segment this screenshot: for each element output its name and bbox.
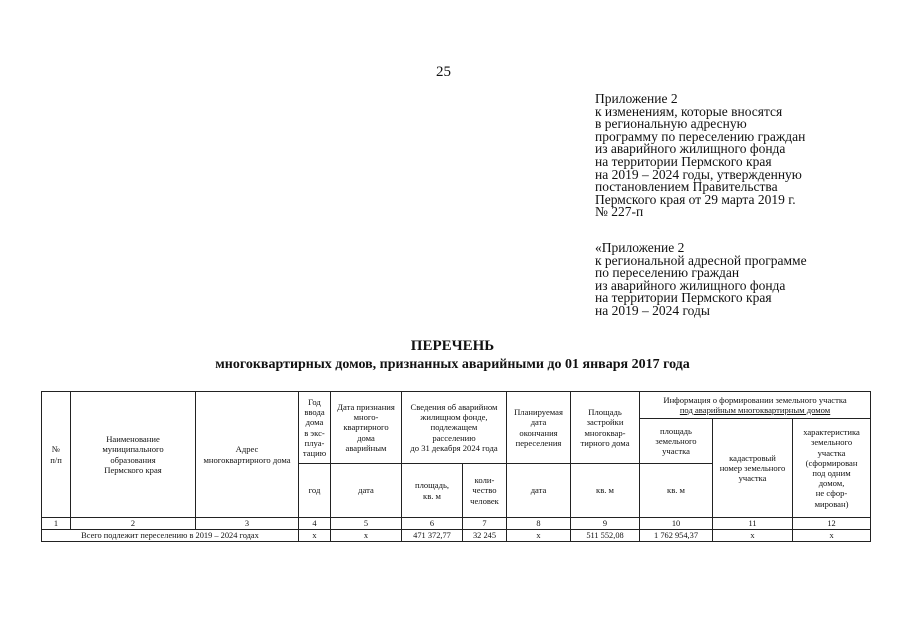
header-land-area	[640, 419, 713, 464]
header-text: дата	[530, 417, 547, 428]
header-land-char	[793, 419, 871, 518]
header-unit-sqm2: кв. м	[640, 464, 713, 518]
document-title: ПЕРЕЧЕНЬ	[410, 338, 495, 354]
appendix-program-block	[595, 242, 807, 318]
header-text: застройки	[586, 417, 624, 428]
header-text: окончания	[519, 427, 558, 438]
table-total-row	[42, 530, 871, 542]
total-cell: 32 245	[463, 530, 507, 542]
header-year-commission	[299, 392, 331, 464]
appendix-line: из аварийного жилищного фонда	[595, 141, 786, 157]
header-text: Дата признания	[337, 401, 395, 412]
header-unit-people	[463, 464, 507, 518]
header-text: плуа-	[304, 437, 325, 448]
appendix-line: к региональной адресной программе	[595, 252, 807, 268]
header-text: человек	[470, 495, 499, 506]
header-text: Информация о формировании земельного участка	[663, 394, 847, 405]
header-date-emergency	[331, 392, 402, 464]
appendix-line: программу по переселению граждан	[595, 128, 806, 144]
header-text: муниципального	[102, 444, 164, 455]
header-unit-date2: дата	[507, 464, 571, 518]
appendix-amendment-block	[595, 93, 805, 219]
table-header-row	[42, 392, 871, 419]
header-land-info	[640, 392, 871, 419]
header-text: площадь	[660, 425, 692, 436]
column-number: 4	[299, 518, 331, 530]
header-text: земельного	[810, 437, 853, 448]
header-text: не сфор-	[815, 488, 848, 499]
header-text: дома	[305, 417, 324, 428]
header-text: земельного	[655, 435, 697, 446]
header-unit-area	[402, 464, 463, 518]
header-text: кадастровый	[729, 452, 776, 463]
header-text: участка	[817, 447, 846, 458]
header-text: номер земельного	[719, 462, 786, 473]
total-cell: х	[713, 530, 793, 542]
header-unit-sqm: кв. м	[571, 464, 640, 518]
header-text: домом,	[818, 478, 845, 489]
appendix-line: Приложение 2	[595, 91, 678, 106]
header-text: чество	[472, 485, 497, 496]
header-text: Год	[308, 396, 321, 407]
appendix-line: в региональную адресную	[595, 116, 747, 132]
header-text: участка	[662, 446, 690, 457]
header-text: площадь,	[414, 480, 450, 491]
emergency-houses-table	[41, 391, 871, 542]
header-text: в экс-	[304, 427, 325, 438]
appendix-line: на территории Пермского края	[595, 290, 772, 306]
appendix-line: по переселению граждан	[595, 265, 740, 281]
column-number: 1	[42, 518, 71, 530]
header-text: Адрес	[235, 444, 259, 455]
column-number: 2	[71, 518, 196, 530]
column-number: 9	[571, 518, 640, 530]
header-text: много-	[353, 412, 379, 423]
header-text: коли-	[474, 475, 495, 486]
header-text: под одним	[812, 468, 851, 478]
total-cell: х	[507, 530, 571, 542]
appendix-line: № 227-п	[595, 204, 644, 220]
page-number: 25	[436, 64, 451, 80]
header-text: многоквартирного дома	[203, 454, 291, 465]
column-number: 8	[507, 518, 571, 530]
header-text: мирован)	[814, 498, 849, 509]
total-cell: х	[793, 530, 871, 542]
document-subtitle: многоквартирных домов, признанных аварийными до 01 января 2017 года	[215, 357, 690, 372]
header-address	[196, 392, 299, 518]
header-num	[42, 392, 71, 518]
appendix-line: «Приложение 2	[595, 240, 685, 255]
total-label: Всего подлежит переселению в 2019 – 2024 годах	[42, 530, 299, 542]
header-unit-year: год	[299, 464, 331, 518]
header-planned-date	[507, 392, 571, 464]
header-text: тацию	[302, 447, 327, 458]
header-text: участка	[738, 473, 767, 484]
header-text: до 31 декабря 2024 года	[410, 442, 498, 453]
appendix-line: Пермского края от 29 марта 2019 г.	[595, 191, 796, 207]
header-text: тирного дома	[580, 437, 630, 448]
header-text: Площадь	[588, 407, 622, 418]
header-text: дома	[357, 432, 375, 443]
header-text: (сформирован	[805, 457, 858, 468]
header-text: характеристика	[803, 427, 860, 438]
header-text: Планируемая	[514, 407, 563, 418]
appendix-line: на 2019 – 2024 годы	[595, 302, 710, 318]
appendix-line: к изменениям, которые вносятся	[595, 103, 783, 119]
header-text: переселения	[515, 437, 562, 448]
column-number: 6	[402, 518, 463, 530]
total-cell: 511 552,08	[571, 530, 640, 542]
header-text: многоквар-	[584, 427, 626, 438]
header-text: Пермского края	[104, 464, 162, 475]
header-text: №	[51, 444, 61, 455]
header-text: образования	[110, 454, 156, 465]
header-text: квартирного	[343, 422, 389, 433]
header-text: жилищном фонде,	[420, 412, 488, 423]
header-cadastral	[713, 419, 793, 518]
header-text: расселению	[432, 432, 476, 443]
header-text: Наименование	[106, 434, 160, 445]
column-number: 7	[463, 518, 507, 530]
total-cell: х	[331, 530, 402, 542]
column-number: 3	[196, 518, 299, 530]
header-text: аварийным	[345, 442, 387, 453]
header-text: ввода	[304, 407, 325, 418]
header-text: Сведения об аварийном	[410, 401, 498, 412]
appendix-line: на 2019 – 2024 годы, утвержденную	[595, 166, 802, 182]
header-unit-date: дата	[331, 464, 402, 518]
table-column-numbers-row	[42, 518, 871, 530]
column-number: 12	[793, 518, 871, 530]
column-number: 5	[331, 518, 402, 530]
appendix-line: постановлением Правительства	[595, 179, 778, 195]
column-number: 11	[713, 518, 793, 530]
total-cell: 471 372,77	[402, 530, 463, 542]
total-cell: х	[299, 530, 331, 542]
appendix-line: из аварийного жилищного фонда	[595, 277, 786, 293]
total-cell: 1 762 954,37	[640, 530, 713, 542]
header-municipality	[71, 392, 196, 518]
header-resettle-info	[402, 392, 507, 464]
header-text: под аварийным многоквартирным домом	[679, 405, 831, 415]
header-built-area	[571, 392, 640, 464]
header-text: кв. м	[423, 490, 441, 501]
header-text: подлежащем	[430, 422, 478, 433]
appendix-line: на территории Пермского края	[595, 153, 772, 169]
header-text: п/п	[50, 454, 62, 465]
column-number: 10	[640, 518, 713, 530]
